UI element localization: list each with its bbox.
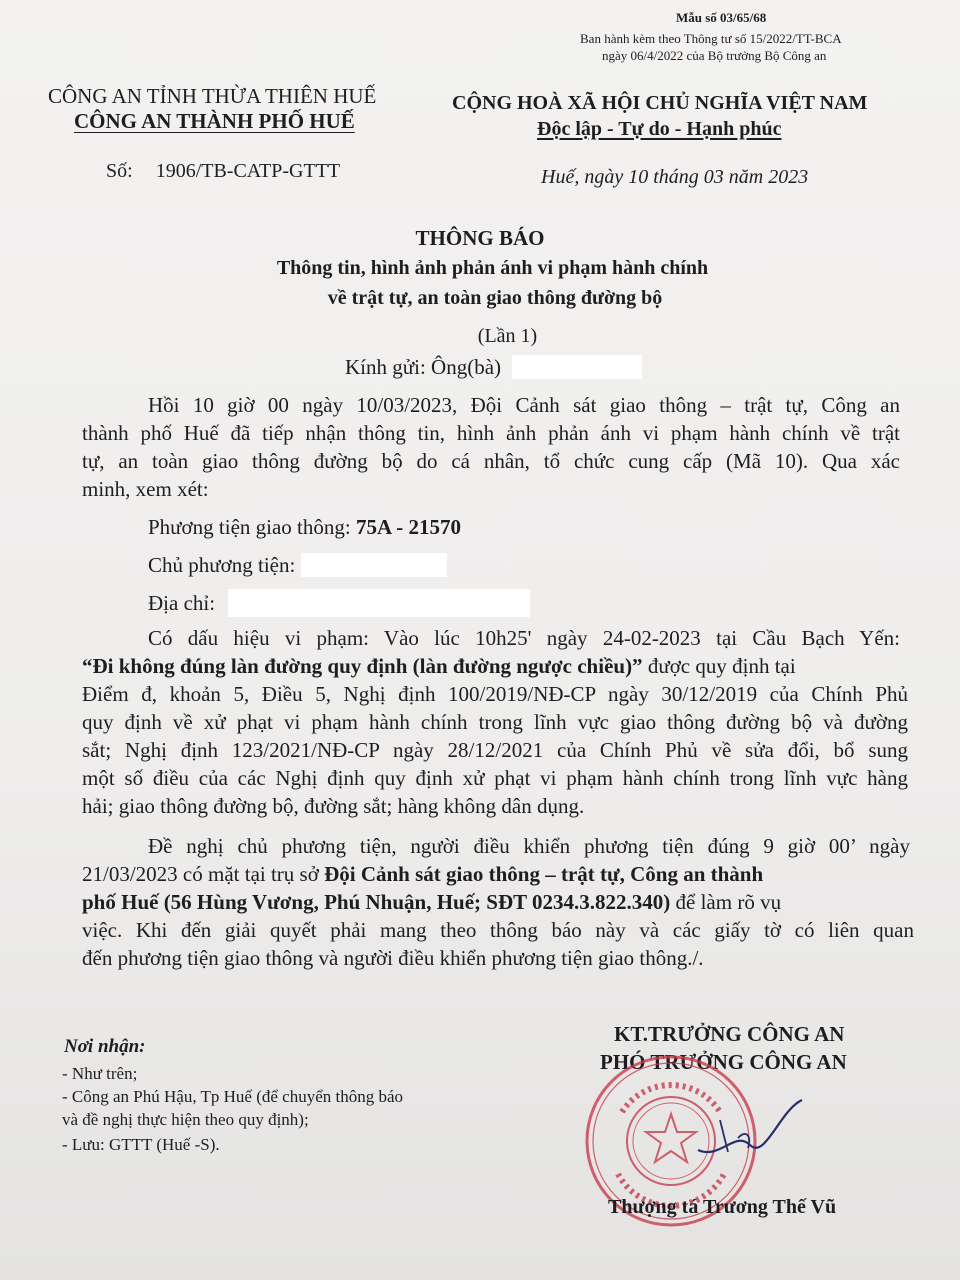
request-line3: phố Huế (56 Hùng Vương, Phú Nhuận, Huế; SĐT 0234.3.822.340) để làm rõ vụ — [82, 890, 782, 914]
para1-line3: tự, an toàn giao thông đường bộ do cá nhân, tổ chức cung cấp (Mã 10). Qua xác — [82, 449, 900, 473]
address-label: Địa chỉ: — [148, 591, 216, 615]
recipient-line — [345, 355, 642, 380]
para1-line4: minh, xem xét: — [82, 477, 209, 501]
redacted-address — [228, 589, 530, 617]
violation-line6: một số điều của các Nghị định quy định xử phạt vi phạm hành chính trong lĩnh vực hàng — [82, 766, 908, 790]
request-office: Đội Cảnh sát giao thông – trật tự, Công an thành — [324, 862, 764, 886]
signature-title-2: PHÓ TRƯỞNG CÔNG AN — [600, 1050, 847, 1074]
violation-line4: quy định về xử phạt vi phạm hành chính trong lĩnh vực giao thông đường bộ và đường — [82, 710, 908, 734]
vehicle-label: Phương tiện giao thông: — [148, 515, 351, 539]
para1-line2: thành phố Huế đã tiếp nhận thông tin, hình ảnh phản ánh vi phạm hành chính về trật — [82, 421, 900, 445]
agency-line1: CÔNG AN TỈNH THỪA THIÊN HUẾ — [48, 84, 377, 108]
violation-line5: sắt; Nghị định 123/2021/NĐ-CP ngày 28/12/2021 của Chính Phủ về sửa đổi, bổ sung — [82, 738, 908, 762]
owner-label: Chủ phương tiện: — [148, 553, 296, 577]
document-number — [106, 160, 340, 183]
violation-name: “Đi không đúng làn đường quy định (làn đường ngược chiều)” — [82, 654, 643, 678]
violation-line1: Có dấu hiệu vi phạm: Vào lúc 10h25' ngày 24-02-2023 tại Cầu Bạch Yến: — [148, 626, 900, 650]
place-date: Huế, ngày 10 tháng 03 năm 2023 — [541, 166, 809, 188]
vehicle-plate: 75A - 21570 — [355, 515, 461, 539]
request-address: phố Huế (56 Hùng Vương, Phú Nhuận, Huế; SĐT 0234.3.822.340) — [82, 890, 671, 914]
notice-subtitle-1: Thông tin, hình ảnh phản ánh vi phạm hành chính — [276, 257, 709, 279]
violation-line3: Điểm đ, khoản 5, Điều 5, Nghị định 100/2019/NĐ-CP ngày 30/12/2019 của Chính Phủ — [82, 682, 908, 706]
request-line4: việc. Khi đến giải quyết phải mang theo thông báo này và các giấy tờ có liên quan — [82, 918, 914, 942]
number-value: 1906/TB-CATP-GTTT — [155, 160, 341, 182]
redacted-recipient — [512, 355, 642, 379]
violation-line2: “Đi không đúng làn đường quy định (làn đường ngược chiều)” được quy định tại — [82, 654, 796, 678]
form-issued-line2: ngày 06/4/2022 của Bộ trưởng Bộ Công an — [602, 48, 827, 63]
notice-subtitle-2: về trật tự, an toàn giao thông đường bộ — [327, 287, 663, 309]
request-line1: Đề nghị chủ phương tiện, người điều khiển phương tiện đúng 9 giờ 00’ ngày — [148, 834, 910, 858]
recipients-item-3: và đề nghị thực hiện theo quy định); — [62, 1110, 309, 1129]
request-line2: 21/03/2023 có mặt tại trụ sở Đội Cảnh sát giao thông – trật tự, Công an thành — [82, 862, 764, 886]
recipient-label: Kính gửi: Ông(bà) — [345, 355, 502, 379]
signature-scribble-icon — [690, 1090, 810, 1170]
vehicle-line — [148, 515, 461, 540]
address-line — [148, 589, 530, 617]
owner-line — [148, 553, 447, 578]
recipients-item-2: - Công an Phú Hậu, Tp Huế (để chuyển thông báo — [62, 1087, 404, 1106]
violation-line7: hải; giao thông đường bộ, đường sắt; hàng không dân dụng. — [82, 794, 585, 818]
redacted-owner — [301, 553, 447, 577]
signer-name: Thượng tá Trương Thế Vũ — [608, 1196, 837, 1218]
number-label: Số: — [106, 160, 133, 182]
recipients-item-4: - Lưu: GTTT (Huế -S). — [62, 1135, 220, 1154]
notice-title: THÔNG BÁO — [415, 226, 545, 250]
agency-line2: CÔNG AN THÀNH PHỐ HUẾ — [74, 109, 355, 133]
form-code: Mẫu số 03/65/68 — [676, 10, 767, 25]
notice-round: (Lần 1) — [477, 325, 538, 347]
recipients-item-1: - Như trên; — [62, 1064, 138, 1083]
recipients-title: Nơi nhận: — [64, 1036, 146, 1057]
nation-motto: Độc lập - Tự do - Hạnh phúc — [537, 118, 782, 140]
request-line5: đến phương tiện giao thông và người điều khiển phương tiện giao thông./. — [82, 946, 704, 970]
nation-line1: CỘNG HOÀ XÃ HỘI CHỦ NGHĨA VIỆT NAM — [452, 92, 868, 114]
form-issued-line1: Ban hành kèm theo Thông tư số 15/2022/TT-BCA — [580, 31, 842, 46]
signature-title-1: KT.TRƯỞNG CÔNG AN — [614, 1022, 845, 1046]
para1-line1: Hồi 10 giờ 00 ngày 10/03/2023, Đội Cảnh sát giao thông – trật tự, Công an — [148, 393, 900, 417]
